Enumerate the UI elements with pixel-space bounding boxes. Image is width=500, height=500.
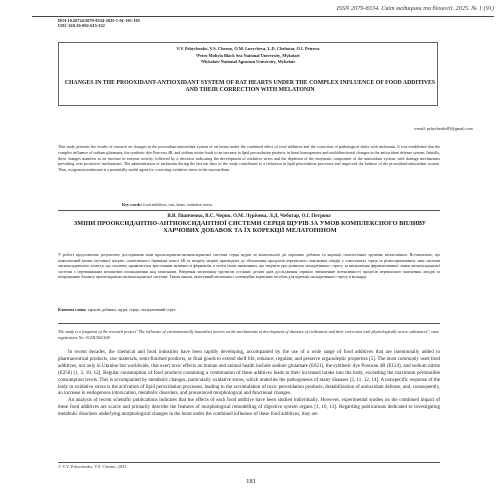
study-note: The study is a fragment of the research project "The influence of environmentally hazardous factors on the mechanisms of development of diseases of civilization and their correction with physiologically active substances", state registration No. 0124U002168.	[58, 329, 440, 340]
article-meta	[58, 18, 178, 29]
footer-copyright: © V.V. Pshychenko, V.S. Cherno, 2025	[58, 464, 127, 469]
keywords-en	[122, 202, 213, 207]
udc-line: UDC 616.36-002-615-322	[58, 23, 105, 29]
abstract-en: This study presents the results of research on changes in the prooxidant-antioxidant system of rat hearts under the combined effect of food additives and the correction of pathological shifts with melatonin. It was established that the complex influence of sodium glutamate, the synthetic dye Ponceau 4R, and sodium nitrite leads to an increase in lipid peroxidation products in heart homogenates and multidirectional changes in the antioxidant defense system. Initially, these changes manifest as an increase in enzyme activity, followed by a decrease, indicating the development of oxidative stress and the depletion of the enzymatic component of the antioxidant system, with damage mechanisms prevailing over protective mechanisms. The administration of melatonin during the last ten days of the study contributed to a reduction in lipid peroxidation processes and improved the balance of the prooxidant-antioxidant system. Thus, exogenous melatonin is a potentially useful agent for correcting oxidative stress in the myocardium.	[58, 144, 440, 173]
author-email: e-mail: pshychenko85@gmail.com	[414, 126, 473, 131]
doi-line: DOI 10.26724/2079-8334-2025-1-91-181-185	[58, 18, 140, 23]
keywords-ua-value: харчові добавки, щури, серце, оксидативний стрес.	[87, 307, 177, 312]
keywords-ua	[58, 307, 177, 312]
section-divider	[58, 323, 440, 324]
affiliation-2: ²Mykolaiv National Agrarian University, Mykolaiv	[200, 59, 296, 64]
body-paragraph: In recent decades, the chemical and food industries have been rapidly developing, accompanied by the use of a wide range of food additives that are intentionally added to pharmaceutical products, raw materials, semi-finished products, or final goods to extend shelf life, enhance, regulate, and preserve organoleptic properties [5]. The most commonly used food additives, not only in Ukraine but worldwide, that exert toxic effects on human and animal health include sodium glutamate (E621), the synthetic dye Ponceau 4R (E124), and sodium nitrite (E250) [1, 2, 10, 12]. Regular consumption of food products containing a combination of these additives leads to their increased intake into the body, exceeding the maximum permissible consumption levels. This is accompanied by metabolic changes, particularly oxidative stress, which underlies the pathogenesis of many diseases [2, 11, 12, 14]. A nonspecific response of the body to oxidative stress is the activation of lipid peroxidation processes, leading to the accumulation of toxic peroxidation products, destabilization of antioxidant defense, and, consequently, an increase in endogenous intoxication, metabolic disorders, and pronounced morphological and functional changes.	[58, 350, 440, 397]
affiliation-1: ¹Petro Mohyla Black Sea National University, Mykolaiv	[195, 53, 301, 58]
footer-rule	[58, 462, 440, 463]
keywords-ua-label: Ключові слова:	[58, 307, 87, 312]
page-number: 181	[246, 478, 256, 485]
body-paragraph: An analysis of recent scientific publications indicates that the effects of each food additive have been studied individually. However, experimental studies on the combined impact of these food additives are scarce and primarily describe the features of morphological remodelling of digestive system organs [1, 10, 13]. Regarding publications dedicated to investigating metabolic disorders underlying morphological changes in the heart under the combined influence of these food additives, they are	[58, 398, 440, 418]
authors-ua: В.В. Пшиченко, В.С. Черно, О.М. Лурічева, Л.Д. Чеботар, О.І. Петрова	[167, 213, 331, 219]
author-frame	[58, 42, 438, 106]
authors-en: V.V. Pshychenko, V.S. Cherno, O.M. Lurycheva, L.D. Chebotar, O.I. Petrova	[176, 46, 320, 51]
section-divider	[58, 210, 440, 211]
abstract-ua: У роботі представлено результати дослідження змін прооксидантно-антиоксидантної системи серця щурів за комплексної дії харчових добавок та корекції патологічних зрушень мелатоніном. Встановлено, що комплексний вплив глутамату натрію, синтетичного барвника понсо 4R та нітриту натрію призводить до збільшення продуктів перекисного окиснення ліпідів у гомогенатах серця та різноспрямованих змін системи антиоксидантного захисту, що спочатку проявляється зростанням активності ферментів, а потім їхнім зниженням, що свідчить про розвиток оксидативного стресу та виснаження ферментативної ланки антиоксидантної системи з переважанням механізмів пошкодження над захисними. Введення мелатоніну протягом останніх десяти днів дослідження сприяло зменшенню інтенсивності процесів перекисного окиснення ліпідів та покращенню балансу прооксидантно-антиоксидантної системи. Таким чином, екзогенний мелатонін є потенційно корисним засобом для корекції оксидативного стресу в міокарді.	[58, 252, 440, 280]
header-rule	[32, 16, 494, 17]
journal-header: ISSN 2079-8334. Світ медицини та біології. 2025. № 1 (91)	[336, 5, 494, 12]
title-ua: ЗМІНИ ПРООКСИДАНТНО-АНТИОКСИДАНТНОЇ СИСТЕМИ СЕРЦЯ ЩУРІВ ЗА УМОВ КОМПЛЕКСНОГО ВПЛИВУ ХАРЧОВИХ ДОБАВОК ТА ЇХ КОРЕКЦІЇ МЕЛАТОНІНОМ	[73, 220, 427, 235]
title-en: CHANGES IN THE PROOXIDANT-ANTIOXIDANT SYSTEM OF RAT HEARTS UNDER THE COMPLEX INFLUENCE OF FOOD ADDITIVES AND THEIR CORRECTION WITH MELATONIN	[64, 80, 436, 93]
body-text	[58, 350, 440, 419]
keywords-label: Key words:	[122, 202, 143, 207]
keywords-value: food additives, rats, heart, oxidative stress.	[143, 202, 214, 207]
